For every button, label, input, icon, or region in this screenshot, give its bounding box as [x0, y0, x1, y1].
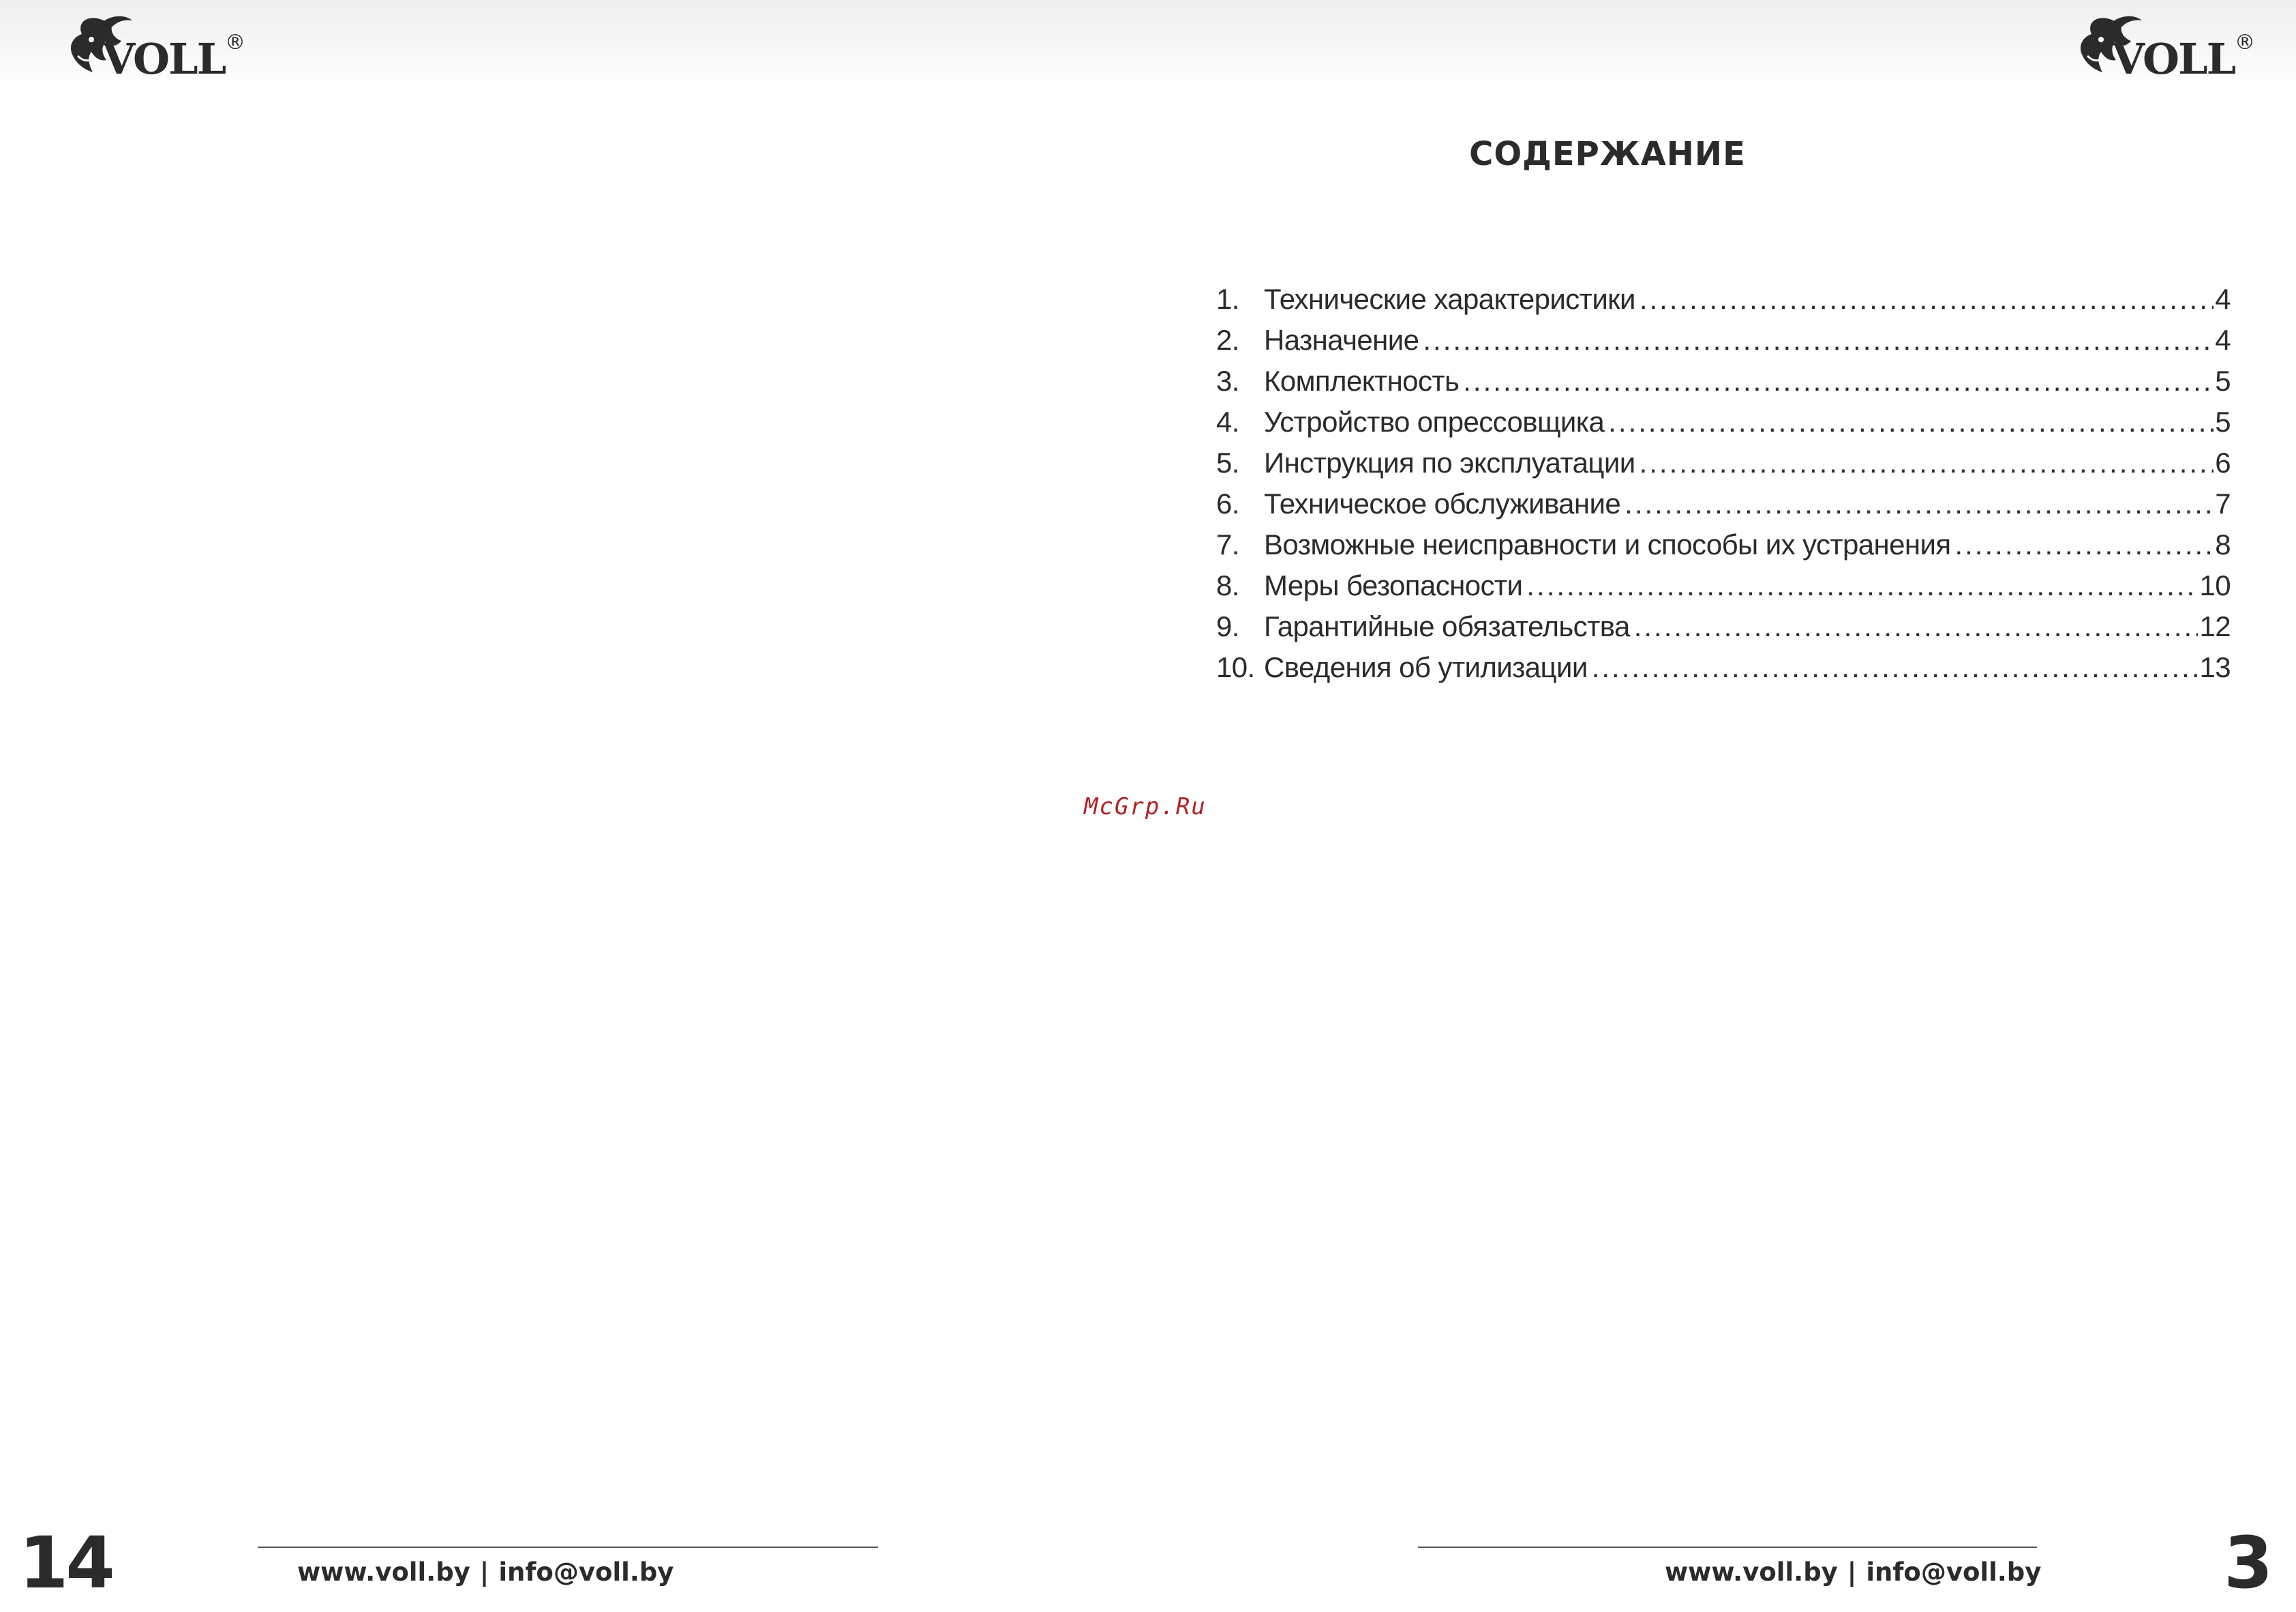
website-link[interactable]: www.voll.by: [1665, 1557, 1838, 1587]
toc-item-label: Назначение: [1264, 324, 1419, 356]
toc-item-page: 13: [2199, 651, 2231, 683]
registered-mark: ®: [225, 31, 245, 55]
toc-item-page: 8: [2215, 528, 2231, 561]
toc-dot-leader: [1634, 610, 2199, 643]
toc-item[interactable]: [1216, 528, 2231, 569]
toc-dot-leader: [1592, 651, 2199, 684]
toc-item-page: 10: [2199, 569, 2231, 601]
toc-item[interactable]: [1216, 406, 2231, 447]
registered-mark: ®: [2235, 31, 2255, 55]
toc-item[interactable]: [1216, 447, 2231, 488]
toc-dot-leader: [1463, 365, 2214, 398]
toc-item-label: Возможные неисправности и способы их устранения: [1264, 528, 1951, 561]
table-of-contents: [1216, 283, 2231, 692]
toc-item-page: 7: [2215, 488, 2231, 520]
toc-item-number: 2.: [1216, 324, 1239, 356]
email-link[interactable]: info@voll.by: [1866, 1557, 2042, 1587]
toc-item-label: Сведения об утилизации: [1264, 651, 1588, 683]
brand-name: VOLL: [102, 34, 226, 84]
toc-dot-leader: [1423, 324, 2214, 357]
toc-dot-leader: [1526, 569, 2198, 602]
right-page: [1148, 0, 2296, 1612]
toc-item-label: Технические характеристики: [1264, 283, 1635, 315]
toc-item-page: 6: [2215, 447, 2231, 479]
page-number-right: 3: [2224, 1521, 2271, 1604]
watermark: McGrp.Ru: [1084, 793, 1207, 820]
toc-dot-leader: [1954, 528, 2214, 561]
brand-logo: [2071, 7, 2255, 89]
toc-item-number: 4.: [1216, 406, 1239, 438]
toc-item-number: 5.: [1216, 447, 1239, 479]
contact-separator: |: [1847, 1557, 1857, 1587]
toc-item-number: 1.: [1216, 283, 1239, 315]
toc-item[interactable]: [1216, 610, 2231, 651]
toc-item[interactable]: [1216, 365, 2231, 406]
footer-contact: [1665, 1557, 2041, 1587]
toc-item[interactable]: [1216, 488, 2231, 528]
toc-item-label: Техническое обслуживание: [1264, 488, 1621, 520]
toc-dot-leader: [1640, 283, 2214, 316]
toc-dot-leader: [1640, 447, 2214, 479]
toc-item-number: 10.: [1216, 651, 1255, 683]
toc-item-number: 8.: [1216, 569, 1239, 601]
page-number-left: 14: [19, 1521, 112, 1604]
brand-logo: [61, 7, 245, 89]
toc-dot-leader: [1625, 488, 2214, 520]
toc-item-label: Комплектность: [1264, 365, 1460, 397]
toc-item-page: 12: [2199, 610, 2231, 642]
toc-item-page: 5: [2215, 365, 2231, 397]
toc-dot-leader: [1608, 406, 2214, 438]
toc-item-label: Инструкция по эксплуатации: [1264, 447, 1635, 479]
toc-item-page: 4: [2215, 283, 2231, 315]
contact-separator: |: [479, 1557, 489, 1587]
footer-divider: [258, 1547, 878, 1548]
toc-item[interactable]: [1216, 283, 2231, 324]
toc-item-page: 5: [2215, 406, 2231, 438]
toc-item[interactable]: [1216, 569, 2231, 610]
footer-contact: [297, 1557, 674, 1587]
toc-item[interactable]: [1216, 324, 2231, 365]
footer-divider: [1418, 1547, 2037, 1548]
toc-item-label: Гарантийные обязательства: [1264, 610, 1630, 642]
brand-name: VOLL: [2112, 34, 2235, 84]
toc-item-number: 6.: [1216, 488, 1239, 520]
toc-item[interactable]: [1216, 651, 2231, 692]
website-link[interactable]: www.voll.by: [297, 1557, 470, 1587]
toc-title: [1148, 135, 2296, 173]
toc-item-number: 3.: [1216, 365, 1239, 397]
toc-title-text: СОДЕРЖАНИЕ: [1469, 135, 1746, 173]
toc-item-number: 7.: [1216, 528, 1239, 561]
email-link[interactable]: info@voll.by: [498, 1557, 674, 1587]
toc-item-number: 9.: [1216, 610, 1239, 642]
toc-item-label: Устройство опрессовщика: [1264, 406, 1605, 438]
toc-item-label: Меры безопасности: [1264, 569, 1523, 601]
toc-item-page: 4: [2215, 324, 2231, 356]
